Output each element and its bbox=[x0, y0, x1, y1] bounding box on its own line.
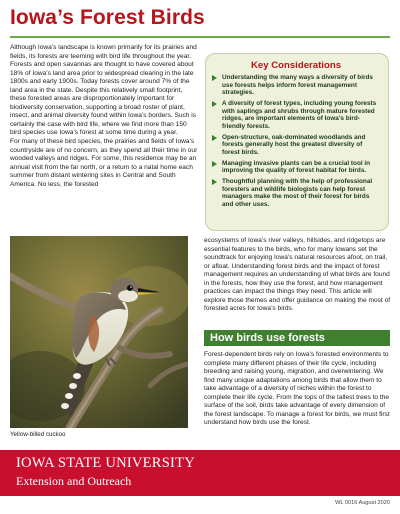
key-consideration-item: Understanding the many ways a diversity of birds use forests helps inform forest management strategies. bbox=[212, 74, 380, 97]
intro-paragraph-2: For many of these bird species, the prairies and fields of Iowa’s countryside are of no concern, as they spend all their time in our wooded valleys and ridges. For some, this residence may be an annual visit from the far north, or a return to a natal home each summer from distant wintering sites in Central and South America. No less, the forested bbox=[10, 138, 198, 188]
key-consideration-item: Managing invasive plants can be a crucial tool in improving the quality of forest habitat for birds. bbox=[212, 160, 380, 175]
key-consideration-item: A diversity of forest types, including young forests with saplings and shrubs through mature forested ridges, are important elements of Iowa’s bird-friendly forests. bbox=[212, 100, 380, 131]
cuckoo-photo bbox=[10, 236, 188, 428]
triangle-bullet-icon bbox=[212, 101, 217, 107]
key-considerations-list bbox=[212, 74, 380, 209]
section-paragraph: Forest-dependent birds rely on Iowa’s forested environments to complete many different phases of their life cycle, including breeding and raising young, migration, and overwintering. We find many unique adaptations among birds that allow them to take advantage of a diversity of niches within the forest to complete their life cycle. From the tops of the tallest trees to the surface of the soil, birds take advantage of every dimension of the forest landscape. To manage a forest for birds, we must first understand how birds use the forest. bbox=[204, 351, 390, 427]
key-consideration-item: Thoughtful planning with the help of professional foresters and wildlife biologists can help forest managers make the most of their forest for birds and other uses. bbox=[212, 178, 380, 209]
key-considerations-title: Key Considerations bbox=[250, 60, 342, 71]
intro-column bbox=[10, 44, 198, 189]
photo-caption: Yellow-billed cuckoo bbox=[10, 431, 66, 438]
university-wordmark: IOWA STATE UNIVERSITY bbox=[16, 455, 195, 471]
publication-code: WL 0016 August 2020 bbox=[335, 500, 390, 506]
intro-paragraph-1: Although Iowa’s landscape is known primarily for its prairies and fields, its forests are teeming with bird life throughout the year. Forests and open savannas are thought to have covered about 18% of Iowa’s land area prior to widespread clearing in the late 1800s and early 1900s. Today forests cover around 7% of the land area in the state. Despite this relatively small footprint, these forested areas are disproportionately important for biodiversity conservation, supporting a broad roster of plant, insect, and animal diversity found within Iowa’s borders. Such is certainly the case with bird life, where we find more than 150 bird species use Iowa’s forest at some time during a year. bbox=[10, 44, 197, 137]
key-considerations-box bbox=[205, 53, 389, 231]
page-title: Iowa’s Forest Birds bbox=[10, 6, 205, 29]
triangle-bullet-icon bbox=[212, 75, 217, 81]
title-divider bbox=[10, 36, 390, 38]
triangle-bullet-icon bbox=[212, 135, 217, 141]
intro-continued: ecosystems of Iowa’s river valleys, hillsides, and ridgetops are essential features to the birds, who for many Iowans set the soundtrack for enjoying Iowa’s natural resources afoot, on trail, or afloat. Understanding forest birds and the impact of forest management requires an understanding of what birds are found in the forests, how they use the forest, and how management practices can impact the things they need. This article will explore those themes and offer guidance on making the most of forested acres for Iowa’s birds. bbox=[204, 237, 391, 313]
key-consideration-item: Open-structure, oak-dominated woodlands and forests generally host the greatest diversity of forest birds. bbox=[212, 134, 380, 157]
triangle-bullet-icon bbox=[212, 179, 217, 185]
triangle-bullet-icon bbox=[212, 161, 217, 167]
extension-wordmark: Extension and Outreach bbox=[16, 474, 132, 488]
section-heading: How birds use forests bbox=[210, 332, 325, 344]
